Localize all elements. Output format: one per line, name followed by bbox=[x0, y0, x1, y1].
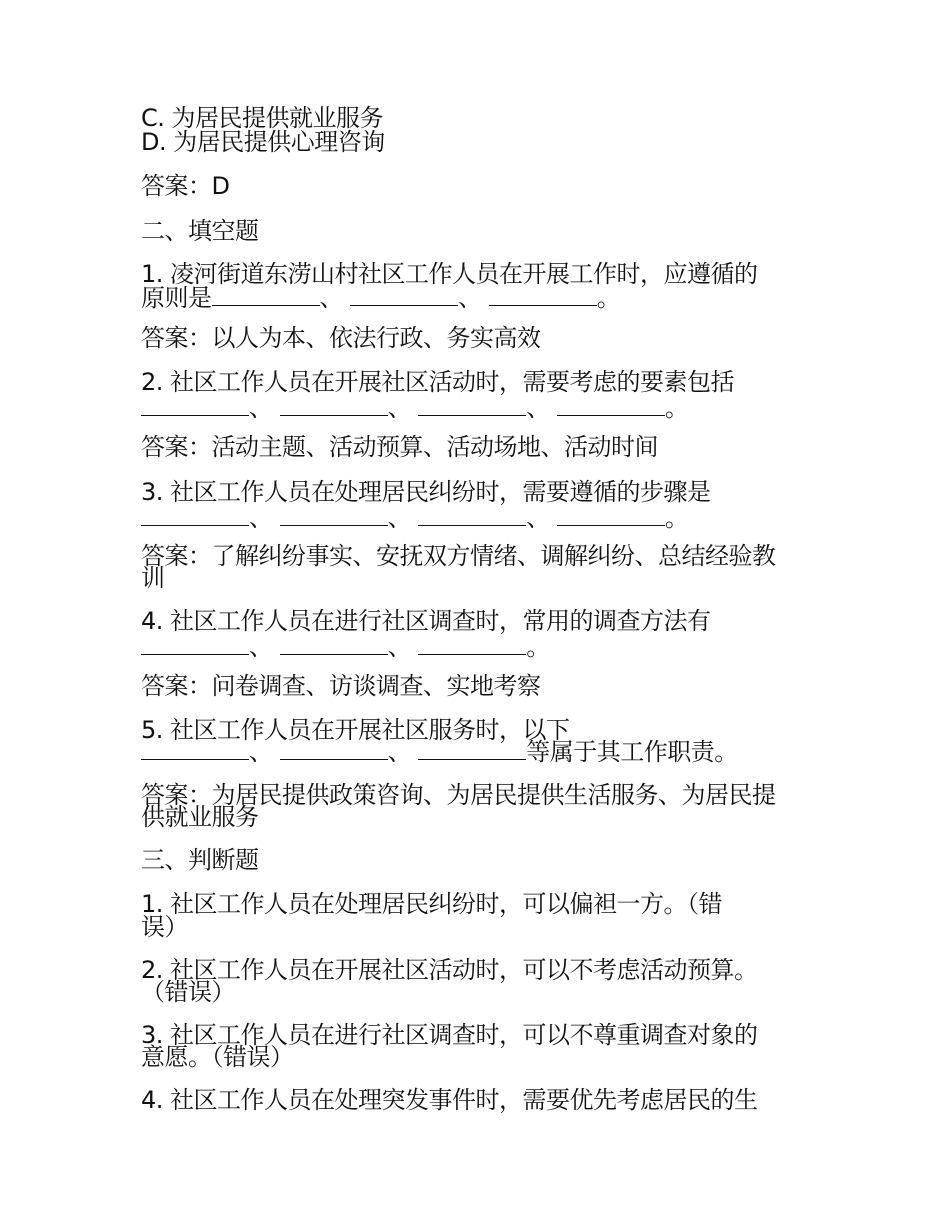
blank bbox=[557, 507, 665, 526]
blank bbox=[141, 636, 249, 655]
question-1-line-2: 原则是 、 、 。 bbox=[141, 284, 621, 312]
blank bbox=[557, 397, 665, 416]
blank bbox=[489, 287, 597, 306]
tf-1-line-2: 误） bbox=[141, 913, 188, 941]
question-2-blanks: 、 、 、 。 bbox=[141, 396, 688, 420]
blank bbox=[280, 507, 388, 526]
question-4-line-1: 4. 社区工作人员在进行社区调查时，常用的调查方法有 bbox=[141, 607, 711, 635]
question-5-line-1: 5. 社区工作人员在开展社区服务时，以下 bbox=[141, 716, 570, 744]
question-4-blanks: 、 、 。 bbox=[141, 635, 550, 659]
blank bbox=[280, 397, 388, 416]
answer-choice: 答案：D bbox=[141, 172, 230, 200]
answer-3-line-1: 答案：了解纠纷事实、安抚双方情绪、调解纠纷、总结经验教 bbox=[141, 542, 776, 570]
option-c: C. 为居民提供就业服务 bbox=[141, 104, 384, 132]
blank bbox=[350, 287, 458, 306]
answer-1: 答案：以人为本、依法行政、务实高效 bbox=[141, 324, 541, 352]
blank bbox=[280, 636, 388, 655]
question-3-blanks: 、 、 、 。 bbox=[141, 506, 688, 530]
blank bbox=[418, 397, 526, 416]
blank bbox=[141, 397, 249, 416]
blank bbox=[141, 741, 249, 760]
tf-1-line-1: 1. 社区工作人员在处理居民纠纷时，可以偏袒一方。（错 bbox=[141, 890, 723, 918]
question-5-line-2: 、 、 等属于其工作职责。 bbox=[141, 740, 738, 764]
answer-2: 答案：活动主题、活动预算、活动场地、活动时间 bbox=[141, 433, 658, 461]
option-d: D. 为居民提供心理咨询 bbox=[141, 128, 385, 156]
answer-3-line-2: 训 bbox=[141, 564, 165, 592]
question-2-line-1: 2. 社区工作人员在开展社区活动时，需要考虑的要素包括 bbox=[141, 368, 735, 396]
tf-2-line-1: 2. 社区工作人员在开展社区活动时，可以不考虑活动预算。 bbox=[141, 956, 758, 984]
tf-3-line-1: 3. 社区工作人员在进行社区调查时，可以不尊重调查对象的 bbox=[141, 1021, 758, 1049]
blank bbox=[212, 287, 320, 306]
tf-3-line-2: 意愿。（错误） bbox=[141, 1043, 294, 1071]
question-3-line-1: 3. 社区工作人员在处理居民纠纷时，需要遵循的步骤是 bbox=[141, 478, 711, 506]
answer-4: 答案：问卷调查、访谈调查、实地考察 bbox=[141, 672, 541, 700]
blank bbox=[280, 741, 388, 760]
blank bbox=[141, 507, 249, 526]
answer-5-line-1: 答案：为居民提供政策咨询、为居民提供生活服务、为居民提 bbox=[141, 781, 776, 809]
blank bbox=[418, 741, 526, 760]
blank bbox=[418, 507, 526, 526]
tf-2-line-2: （错误） bbox=[141, 978, 235, 1006]
question-1-line-1: 1. 凌河街道东涝山村社区工作人员在开展工作时，应遵循的 bbox=[141, 260, 758, 288]
blank bbox=[418, 636, 526, 655]
section-heading-fill-blank: 二、填空题 bbox=[141, 217, 259, 245]
tf-4-line-1: 4. 社区工作人员在处理突发事件时，需要优先考虑居民的生 bbox=[141, 1086, 758, 1114]
answer-5-line-2: 供就业服务 bbox=[141, 803, 259, 831]
section-heading-true-false: 三、判断题 bbox=[141, 846, 259, 874]
